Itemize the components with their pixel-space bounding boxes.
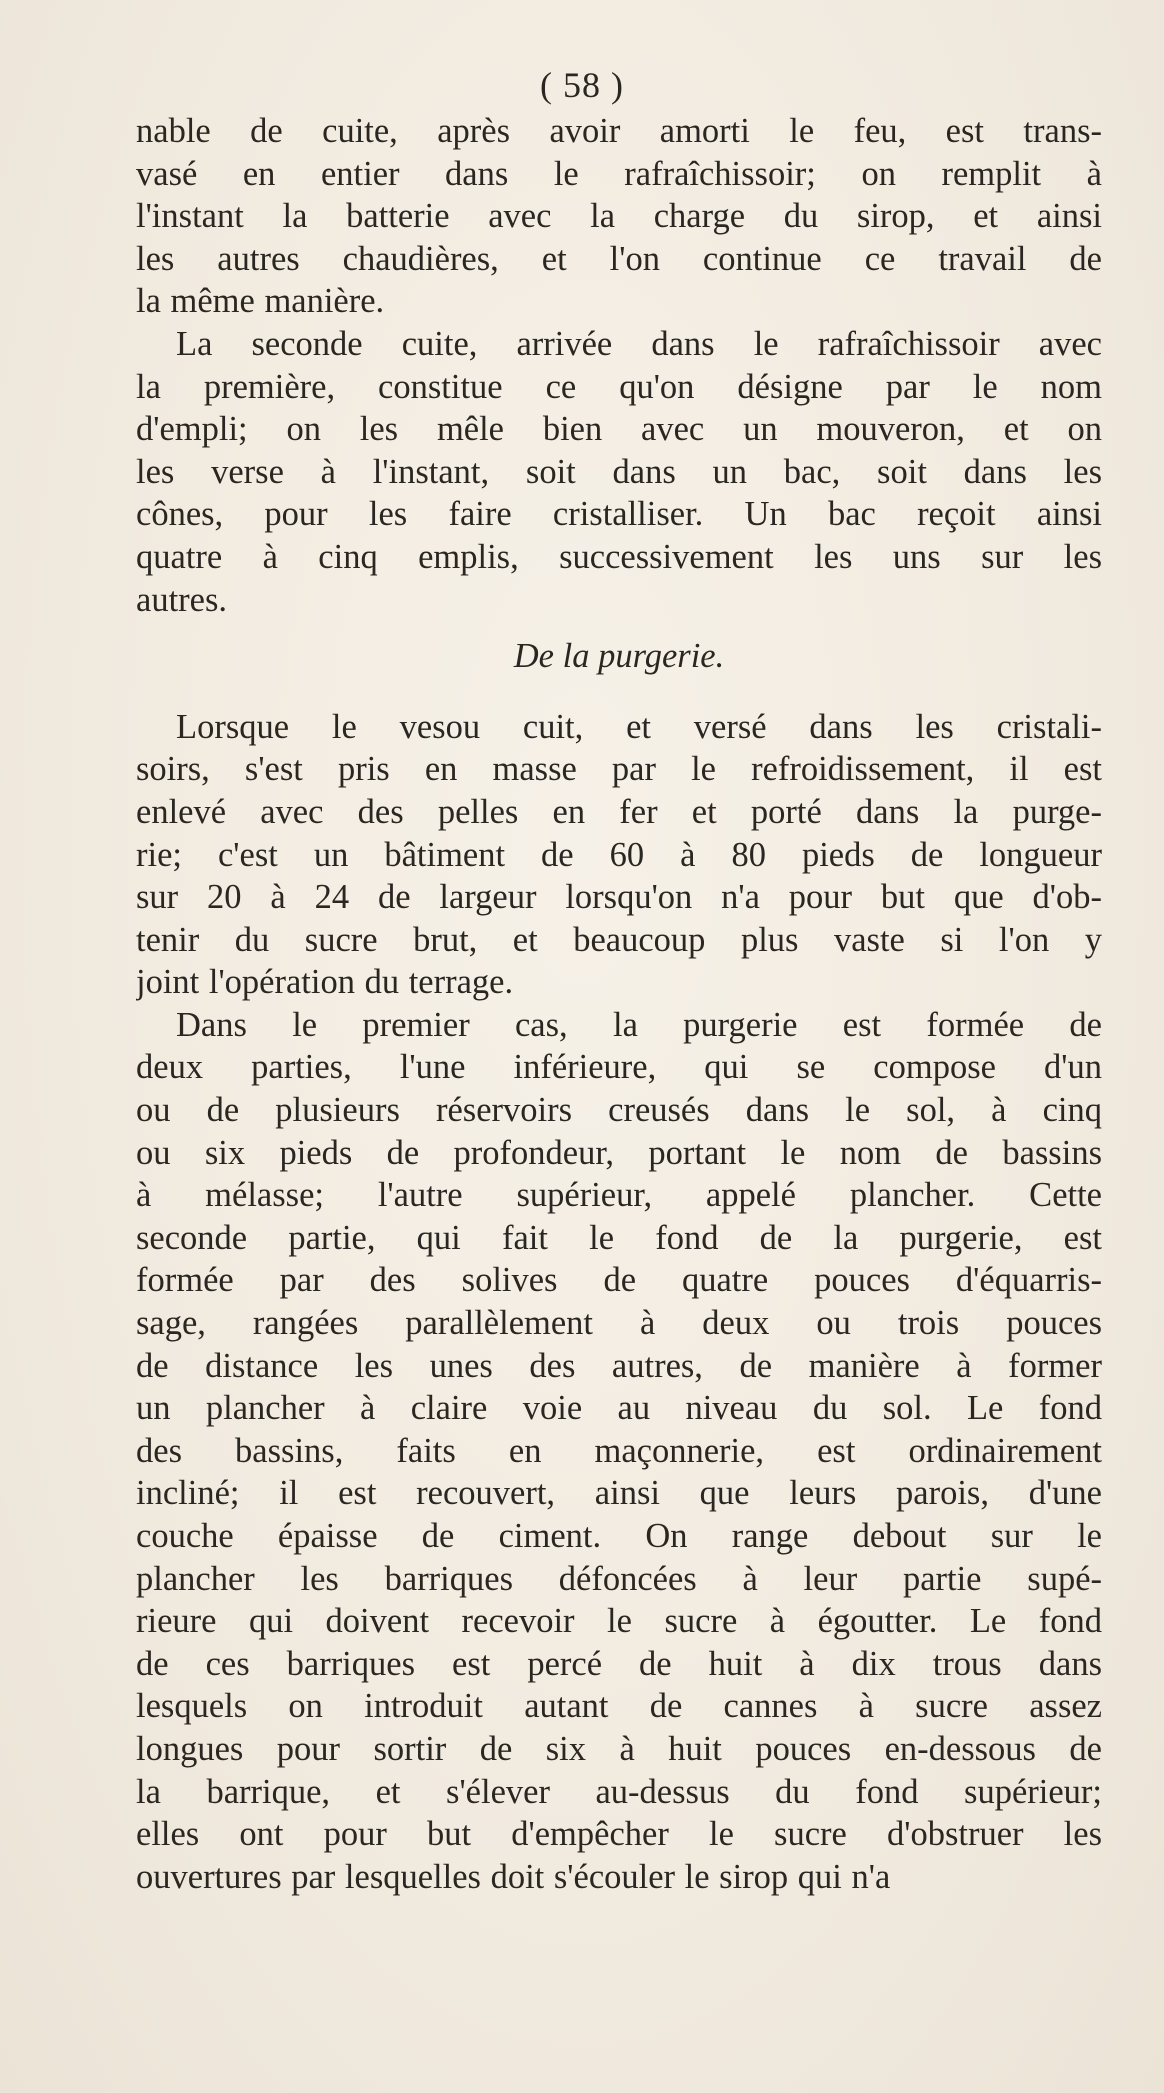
text-line: longues pour sortir de six à huit pouces en-dessous de [136, 1729, 1102, 1768]
text-line: rie; c'est un bâtiment de 60 à 80 pieds de longueur [136, 835, 1102, 874]
text-line: sur 20 à 24 de largeur lorsqu'on n'a pour but que d'ob- [136, 878, 1102, 917]
text-line: ou six pieds de profondeur, portant le nom de bassins [136, 1133, 1102, 1172]
text-line: à mélasse; l'autre supérieur, appelé plancher. Cette [136, 1176, 1102, 1215]
text-line: cônes, pour les faire cristalliser. Un bac reçoit ainsi [136, 495, 1102, 534]
text-line: un plancher à claire voie au niveau du sol. Le fond [136, 1389, 1102, 1428]
text-line: autres. [136, 580, 228, 619]
text-line: enlevé avec des pelles en fer et porté dans la purge- [136, 792, 1102, 831]
text-line: les verse à l'instant, soit dans un bac, soit dans les [136, 452, 1102, 491]
section-title: De la purgerie. [513, 637, 725, 676]
text-line: nable de cuite, après avoir amorti le feu, est trans- [136, 112, 1102, 150]
text-line: ou de plusieurs réservoirs creusés dans le sol, à cinq [136, 1091, 1102, 1130]
text-line: elles ont pour but d'empêcher le sucre d'obstruer les [136, 1815, 1102, 1854]
paragraph [136, 323, 1102, 621]
text-line: soirs, s'est pris en masse par le refroidissement, il est [136, 750, 1102, 789]
text-line: joint l'opération du terrage. [136, 963, 514, 1002]
text-line: la première, constitue ce qu'on désigne par le nom [136, 367, 1102, 406]
text-line: formée par des solives de quatre pouces d'équarris- [136, 1261, 1102, 1300]
paragraph [136, 706, 1102, 1004]
text-line: sage, rangées parallèlement à deux ou trois pouces [136, 1304, 1102, 1343]
text-line: l'instant la batterie avec la charge du sirop, et ainsi [136, 197, 1102, 236]
text-line: rieure qui doivent recevoir le sucre à égoutter. Le fond [136, 1602, 1102, 1641]
text-line: vasé en entier dans le rafraîchissoir; on remplit à [136, 154, 1102, 193]
paragraphs-after-title [136, 706, 1102, 1899]
text-line: deux parties, l'une inférieure, qui se compose d'un [136, 1048, 1102, 1087]
text-line: couche épaisse de ciment. On range debout sur le [136, 1517, 1102, 1555]
page-number: ( 58 ) [540, 65, 624, 105]
text-line: la barrique, et s'élever au-dessus du fond supérieur; [136, 1772, 1102, 1811]
page-text [136, 110, 1102, 1898]
text-line: Dans le premier cas, la purgerie est formée de [176, 1005, 1102, 1044]
text-line: incliné; il est recouvert, ainsi que leurs parois, d'une [136, 1474, 1102, 1513]
text-line: de ces barriques est percé de huit à dix trous dans [136, 1644, 1102, 1683]
text-line: la même manière. [136, 282, 385, 321]
text-line: ouvertures par lesquelles doit s'écouler le sirop qui n'a [136, 1857, 891, 1896]
text-line: les autres chaudières, et l'on continue ce travail de [136, 239, 1102, 278]
text-line: lesquels on introduit autant de cannes à sucre assez [136, 1687, 1102, 1726]
text-line: plancher les barriques défoncées à leur partie supé- [136, 1559, 1102, 1598]
text-line: seconde partie, qui fait le fond de la purgerie, est [136, 1218, 1102, 1257]
text-line: d'empli; on les mêle bien avec un mouveron, et on [136, 410, 1102, 449]
paragraph [136, 110, 1102, 323]
text-line: de distance les unes des autres, de manière à former [136, 1346, 1102, 1385]
text-line: quatre à cinq emplis, successivement les uns sur les [136, 537, 1102, 576]
text-line: des bassins, faits en maçonnerie, est ordinairement [136, 1431, 1102, 1470]
text-line: Lorsque le vesou cuit, et versé dans les cristali- [176, 707, 1102, 746]
paragraphs-before-title [136, 110, 1102, 621]
text-line: La seconde cuite, arrivée dans le rafraîchissoir avec [176, 324, 1102, 363]
paragraph [136, 1004, 1102, 1898]
text-line: tenir du sucre brut, et beaucoup plus vaste si l'on y [136, 920, 1102, 959]
